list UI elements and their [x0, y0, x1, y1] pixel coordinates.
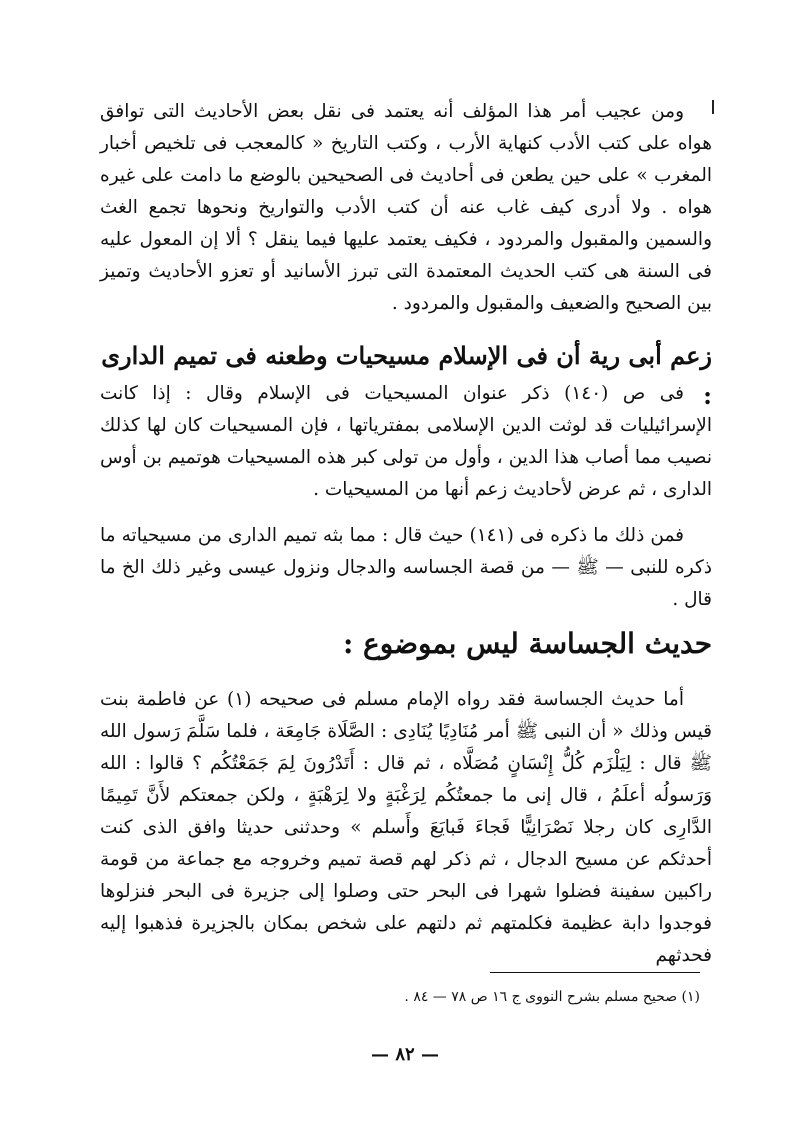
- jassasa-text: أما حديث الجساسة فقد رواه الإمام مسلم فى صحيحه (١) عن فاطمة بنت قيس وذلك « أن النبى ﷺ أمر مُنَادِيًا يُنَادِى : الصَّلَاة جَامِعَة ، فلما سَلَّمَ رَسول الله ﷺ قال : لِيَلْزَم كُلُّ إِنْسَانٍ مُصَلَّاه ، ثم قال : أَتَدْرُونَ لِمَ جَمَعْتُكُم ؟ قالوا : الله وَرَسولُه أعلَمُ ، قال إنى ما جمعتُكُم لِرَغْبَةٍ ولا لِرَهْبَةٍ ، ولكن جمعتكم لأَنَّ تَمِيمًا الدَّارِى كان رجلا نَصْرَانِيًّا فَجاءَ فَبايَعَ وأَسلم » وحدثنى حديثا وافق الذى كنت أحدثكم عن مسيح الدجال ، ثم ذكر لهم قصة تميم وخروجه مع جماعة من قومة راكبين سفينة فضلوا شهرا فى البحر حتى وصلوا إلى جزيرة فى البحر فنزلوها فوجدوا دابة عظيمة فكلمتهم ثم دلتهم على شخص بمكان بالجزيرة فذهبوا إليه فحدثهم: [100, 689, 712, 966]
- section-heading-jassasa: حديث الجساسة ليس بموضوع :: [342, 627, 712, 660]
- footnote: (١) صحيح مسلم بشرح النووى ج ١٦ ص ٧٨ — ٨٤ .: [404, 989, 700, 1005]
- intro-paragraph: [100, 96, 712, 320]
- footnote-divider: [490, 972, 700, 973]
- claim-text: فى ص (١٤٠) ذكر عنوان المسيحيات فى الإسلام وقال : إذا كانت الإسرائيليات قد لوثت الدين الإسلامى بمفترياتها ، فإن المسيحيات كان لها كذلك نصيب مما أصاب هذا الدين ، وأول من تولى كبر هذه المسيحيات هوتميم بن أوس الدارى ، ثم عرض لأحاديث زعم أنها من المسيحيات .: [100, 383, 712, 500]
- claim-paragraph: [100, 378, 712, 506]
- section-heading-claim: زعم أبى رية أن فى الإسلام مسيحيات وطعنه فى تميم الدارى :: [101, 341, 712, 410]
- jassasa-paragraph: [100, 684, 712, 972]
- example-text: فمن ذلك ما ذكره فى (١٤١) حيث قال : مما بثه تميم الدارى من مسيحياته ما ذكره للنبى — ﷺ — من قصة الجساسه والدجال ونزول عيسى وغير ذلك الخ ما قال .: [100, 525, 712, 610]
- example-paragraph: [100, 520, 712, 616]
- intro-text: ومن عجيب أمر هذا المؤلف أنه يعتمد فى نقل بعض الأحاديث التى توافق هواه على كتب الأدب كنهاية الأرب ، وكتب التاريخ « كالمعجب فى تلخيص أخبار المغرب » على حين يطعن فى أحاديث فى الصحيحين بالوضع ما دامت على غيره هواه . ولا أدرى كيف غاب عنه أن كتب الأدب والتواريخ ونحوها تجمع الغث والسمين والمقبول والمردود ، فكيف يعتمد عليها فيما ينقل ؟ ألا إن المعول عليه فى السنة هى كتب الحديث المعتمدة التى تبرز الأسانيد أو تعزو الأحاديث وتميز بين الصحيح والضعيف والمقبول والمردود .: [100, 101, 712, 314]
- margin-mark: [712, 100, 714, 114]
- page-number: — ٨٢ —: [371, 1044, 439, 1065]
